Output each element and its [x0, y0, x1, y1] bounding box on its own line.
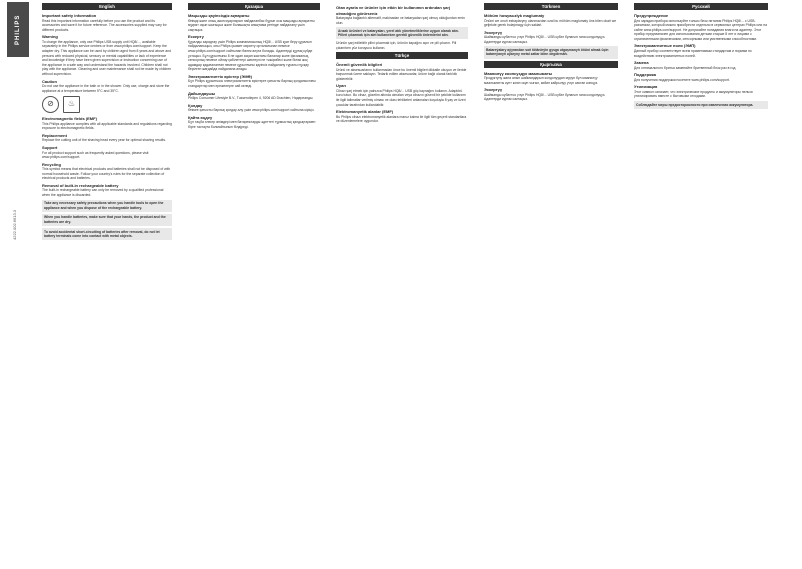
safety-symbols — [42, 96, 172, 113]
leaflet-pages — [36, 0, 802, 569]
intro-text: Өнімді және оның аксессуарларын пайдаланбас бұрын осы маңызды ақпаратты мұқият оқып шығыңыз және болашақта анықтама ретінде пайдалану үшін сақтаңыз. — [188, 18, 315, 32]
safety-callout: Take any necessary safety precautions when you handle tools to open the appliance and when you dispose of the rechargeable battery. — [42, 200, 172, 212]
section-title: Önemli güvenlik bilgileri — [336, 62, 383, 68]
replacement-text: Replace the cutting unit of the shaving head every year for optimal shaving results. — [42, 138, 167, 143]
warning-heading: Ескерту — [188, 34, 204, 40]
caution-text: Do not use the appliance in the bath or in the shower. Only use, charge and store the appliance at a temperature between 5°C and 35°C. — [42, 84, 170, 93]
philips-logo: PHILIPS — [7, 2, 29, 57]
emf-heading: Электромагниттік өрістер (ЭМӨ) — [188, 73, 252, 79]
recycling-heading: Утилизация — [634, 84, 658, 90]
language-header: Қазақша — [188, 3, 320, 10]
warning-text: Құралды зарядтау үшін Philips компаниясының HQ8/... USB қуат беру құралын пайдаланыңыз, оны Philips қызмет көрсету орталығынан немесе www.philips.com/support сайтынан бөлек алуға болады. Адаптерді құрғақ күйде ұстаңыз. Бұл құрылғыны 8 не одан асқан жастағы балалар және физикалық, сенсорлық немесе ойлау қабілеттері шектеулі не тәжірибесі және білімі жоқ адамдар қадағаланған немесе құрылғыны қауіпсіз пайдалану туралы нұсқау берілген жағдайда пайдалана алады. — [188, 39, 313, 72]
intro-text: Ürünü ve aksesuarlarını kullanmadan önce bu önemli bilgileri dikkatle okuyun ve ileride başvurmak üzere saklayın. Tedarik edilen aksesuarlar, ürüne bağlı olarak farklılık gösterebilir. — [336, 67, 467, 81]
recycling-heading: Recycling — [42, 161, 61, 167]
section-title: Otan ayarla ve ürünler için etkin bir kullanımın ardından şarj olmadığını görürseniz — [336, 5, 451, 16]
column-turkmen-kyrgyz — [484, 3, 618, 566]
recycling-text: Бұл таңба электр өнімдері мен батареяларды әдеттегі тұрмыстық қалдықтармен бірге тастауға болмайтынын білдіреді. — [188, 120, 316, 129]
language-header: Türkmen — [484, 3, 618, 10]
replacement-heading: Replacement — [42, 132, 67, 138]
support-text: For all product support such as frequently asked questions, please visit www.philips.com/support. — [42, 150, 149, 160]
warning-text: To charge the appliance, only use Philips USB supply unit HQ8/..., available separately in the Philips service centres or from www.philips.com/support. Keep the adapter dry. This appliance can be used by children aged from 8 years and above and persons with reduced physical, sensory or mental capabilities or lack of experience and knowledge if they have been given supervision or instruction concerning use of the appliance in a safe way and understand the hazards involved. Children shall not play with the appliance. Cleaning and user maintenance shall not be made by children without supervision. — [42, 39, 172, 76]
recycling-text: This symbol means that electrical products and batteries shall not be disposed of with normal household waste. Follow your country's rules for the separate collection of electrical products and batteries. — [42, 167, 171, 181]
column-russian — [634, 3, 768, 566]
recycling-heading: Қайта өңдеу — [188, 114, 213, 120]
emf-text: Бұл Philips құрылғысы электромагниттік өрістерге қатысты барлық қолданыстағы стандарттар мен ережелерге сай келеді. — [188, 79, 316, 89]
support-heading: Қолдау — [188, 102, 203, 108]
section-title: Möhüm howpsuzlyk maglumaty — [484, 13, 545, 18]
warning-text: Шайманды кубаттоо үчүн Philips HQ8/... USB кубат булагын гана колдонуңуз. Адаптерди кургак сактаңыз. — [484, 92, 606, 102]
emf-heading: Elektromanyetik alanlar (EMF) — [336, 109, 394, 115]
column-kazakh — [188, 3, 320, 566]
steps-text: Ürünün şarj edilebilir pilini çıkarmak için, ürünün kapağını açın ve pili çıkarın. Pili çıkarırken yüz koruyucu kullanın. — [336, 41, 457, 50]
safety-callout: Batareýalary aýyrandan soň tötänleýin gysga utgaşmanyň öňüni almak üçin batareýanyň ujlaryny metal zatlar bilen degdirmäň. — [484, 46, 618, 58]
manufacturer-heading: Дайындаушы — [188, 90, 216, 96]
no-bath-icon: ⊘ — [42, 96, 59, 113]
booklet-spine — [0, 0, 36, 569]
language-header: Türkçe — [336, 52, 468, 59]
emf-heading: Electromagnetic fields (EMF) — [42, 116, 97, 122]
support-text: Өнімге қатысты барлық қолдау алу үшін www.philips.com/support сайтына кіріңіз. — [188, 108, 315, 113]
language-header: Қыргызча — [484, 61, 618, 68]
language-header: Русский — [634, 3, 768, 10]
intro-text: Read this important information carefully before you use the product and its accessories and save it for future reference. The accessories supplied may vary for different products. — [42, 18, 167, 32]
document-code: 4222.002.6613.3 — [12, 209, 17, 240]
replacement-heading: Замена — [634, 60, 649, 66]
manufacturer-text: Philips Consumer Lifestyle B.V., Tussendiepen 4, 9206 AD Drachten, Нидерланды. — [188, 96, 314, 101]
column-turkish — [336, 3, 468, 566]
support-heading: Поддержка — [634, 72, 657, 78]
warning-heading: Warning — [42, 34, 58, 40]
column-english — [42, 3, 172, 566]
warning-heading: Эскертүү — [484, 87, 503, 93]
support-heading: Support — [42, 145, 58, 150]
section-title: Предупреждение — [634, 13, 669, 18]
body-text: Bataryayla bağlantılı alternatif, makinadan ve bataryadan şarj olmuş olduğundan emin olun. — [336, 16, 465, 25]
language-header: English — [42, 3, 172, 10]
warning-heading: Uyarı — [336, 83, 347, 89]
replacement-text: Для оптимального бритья заменяйте бритвенный блок раз в год. — [634, 65, 737, 70]
removal-text: The built-in rechargeable battery can only be removed by a qualified professional when the appliance is discarded. — [42, 188, 164, 198]
emf-text: This Philips appliance complies with all applicable standards and regulations regarding exposure to electromagnetic fields. — [42, 121, 172, 131]
support-text: Для получения поддержки посетите www.philips.com/support. — [634, 77, 730, 82]
section-title: Маңызды қауіпсіздік ақпараты — [188, 13, 250, 18]
shower-icon: ♨ — [63, 96, 80, 113]
safety-callout: To avoid accidental short-circuiting of batteries after removal, do not let battery terminals come into contact with metal objects. — [42, 228, 172, 240]
safety-callout: Соблюдайте меры предосторожности при извлечении аккумулятора. — [634, 101, 768, 109]
warning-text: Для зарядки прибора используйте только блок питания Philips HQ8/... с USB-разъемом, который можно приобрести отдельно в сервисных центрах Philips или на сайте www.philips.com/support. Не допускайте попадания влаги на адаптер. Этот прибор предназначен для использования детьми старше 8 лет и лицами с ограниченными физическими, сенсорными или умственными способностями. — [634, 18, 768, 41]
removal-heading: Removal of built-in rechargeable battery — [42, 182, 119, 188]
caution-heading: Caution — [42, 78, 57, 84]
warning-text: Cihazı şarj etmek için yalnızca Philips HQ8/... USB güç kaynağını kullanın. Adaptörü kuru tutun. Bu cihaz, gözetim altında olmaları veya cihazın güvenli bir şekilde kullanımı ile ilgili talimatlar verilmiş olması ve olası tehlikeleri anlamaları koşuluyla 8 yaş ve üzeri çocuklar tarafından kullanılabilir. — [336, 88, 467, 107]
emf-heading: Электромагнитные поля (ЭМП) — [634, 43, 696, 49]
intro-text: Önümi we onuň esbaplaryny ulanmazdan ozal bu möhüm maglumaty üns bilen okaň we geljekde gerek bolaýmagy üçin saklaň. — [484, 18, 617, 28]
recycling-text: Этот символ означает, что электрические продукты и аккумуляторы нельзя утилизировать вместе с бытовыми отходами. — [634, 89, 753, 99]
emf-text: Данный прибор соответствует всем применимым стандартам и нормам по воздействию электромагнитных полей. — [634, 48, 752, 58]
warning-heading: Эскертүү — [484, 29, 503, 35]
warning-text: Шайманды кубаттоо үчүн Philips HQ8/... USB кубат булагын гана колдонуңуз. Адаптерди кургак сактаңыз. — [484, 35, 606, 44]
intro-text: Продуктуну жана анын шаймандарын колдонуудан мурун бул маанилүү маалыматты кунт коюп окуп чыгып, кийин кайрылуу үчүн сактап коюңуз. — [484, 76, 599, 85]
emf-text: Bu Philips cihazı elektromanyetik alanlara maruz kalma ile ilgili tüm geçerli standartlara ve düzenlemelere uygundur. — [336, 114, 467, 124]
safety-callout: Arızalı ürünleri ve bataryaları, yerel atık yönetmeliklerine uygun olarak atın. Pilleri çıkarmak için alet kullanırken gerekli güvenlik önlemlerini alın. — [336, 27, 468, 39]
section-title: Important safety information — [42, 13, 97, 18]
section-title: Маанилүү коопсуздук маалыматы — [484, 70, 553, 76]
safety-callout: When you handle batteries, make sure that your hands, the product and the batteries are dry. — [42, 214, 172, 226]
